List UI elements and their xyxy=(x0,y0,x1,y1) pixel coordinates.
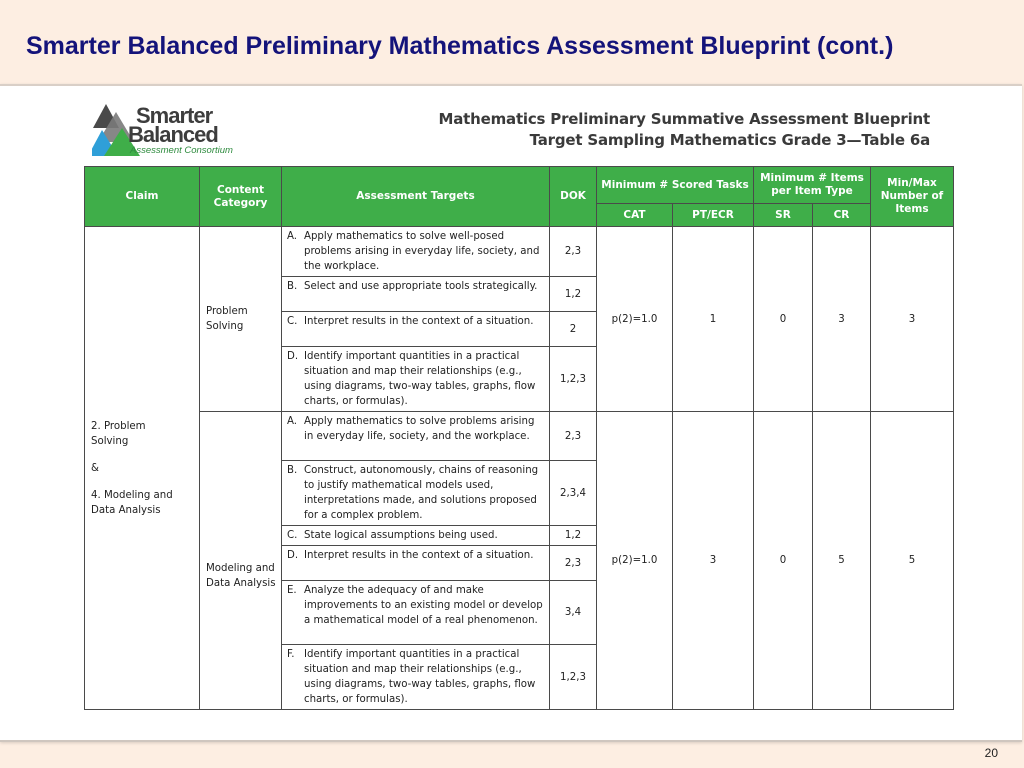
page-number: 20 xyxy=(984,746,998,760)
target-letter: F. xyxy=(287,649,295,660)
dok-value: 1,2 xyxy=(550,526,597,546)
sr-value: 0 xyxy=(754,227,813,412)
target-letter: C. xyxy=(287,530,298,541)
dok-value: 3,4 xyxy=(550,581,597,645)
dok-value: 2,3 xyxy=(550,227,597,277)
target-letter: E. xyxy=(287,585,297,596)
logo-word-balanced: Balanced xyxy=(128,122,218,147)
header-min-max-items: Min/Max Number of Items xyxy=(871,167,954,227)
logo-subtitle: Assessment Consortium xyxy=(130,145,233,156)
header-dok: DOK xyxy=(550,167,597,227)
target-row xyxy=(282,546,550,581)
target-row xyxy=(282,412,550,461)
slide-title: Smarter Balanced Preliminary Mathematics Assessment Blueprint (cont.) xyxy=(26,32,894,60)
target-letter: A. xyxy=(287,416,298,427)
target-text: Interpret results in the context of a situation. xyxy=(304,316,534,327)
target-row xyxy=(282,526,550,546)
cat-value: p(2)=1.0 xyxy=(597,412,673,710)
target-letter: D. xyxy=(287,351,299,362)
blueprint-table xyxy=(84,166,954,710)
header-min-scored-tasks: Minimum # Scored Tasks xyxy=(597,167,754,204)
document-title-line1: Mathematics Preliminary Summative Assessment Blueprint xyxy=(438,110,930,128)
target-row xyxy=(282,277,550,312)
header-content-category: Content Category xyxy=(200,167,282,227)
header-cr: CR xyxy=(813,204,871,227)
header-claim: Claim xyxy=(85,167,200,227)
claim-line1: 2. Problem Solving xyxy=(91,420,146,447)
cr-value: 3 xyxy=(813,227,871,412)
sr-value: 0 xyxy=(754,412,813,710)
content-category-modeling: Modeling and Data Analysis xyxy=(200,412,282,710)
smarter-balanced-logo xyxy=(92,102,262,156)
target-text: Interpret results in the context of a situation. xyxy=(304,550,534,561)
dok-value: 1,2,3 xyxy=(550,645,597,710)
dok-value: 1,2,3 xyxy=(550,347,597,412)
target-letter: D. xyxy=(287,550,299,561)
target-row xyxy=(282,347,550,412)
dok-value: 2,3 xyxy=(550,546,597,581)
target-text: Select and use appropriate tools strategically. xyxy=(304,281,538,292)
target-letter: B. xyxy=(287,465,298,476)
target-text: Identify important quantities in a practical situation and map their relationships (e.g., using diagrams, two-way tables, graphs, flow charts, or formulas). xyxy=(304,649,536,705)
target-text: Analyze the adequacy of and make improvements to an existing model or develop a mathematical model of a real phenomenon. xyxy=(304,585,543,626)
dok-value: 1,2 xyxy=(550,277,597,312)
cat-value: p(2)=1.0 xyxy=(597,227,673,412)
target-row xyxy=(282,581,550,645)
target-letter: B. xyxy=(287,281,298,292)
header-pt-ecr: PT/ECR xyxy=(673,204,754,227)
header-min-items-per-type: Minimum # Items per Item Type xyxy=(754,167,871,204)
logo-word-smarter: Smarter xyxy=(136,103,213,128)
target-text: Apply mathematics to solve well-posed problems arising in everyday life, society, and the workplace. xyxy=(304,231,540,272)
claim-cell xyxy=(85,227,200,710)
target-text: State logical assumptions being used. xyxy=(304,530,498,541)
target-row xyxy=(282,645,550,710)
document-title-line2: Target Sampling Mathematics Grade 3—Table 6a xyxy=(529,131,930,149)
header-cat: CAT xyxy=(597,204,673,227)
min-max-value: 5 xyxy=(871,412,954,710)
target-row xyxy=(282,312,550,347)
claim-line3: 4. Modeling and Data Analysis xyxy=(91,489,173,516)
header-assessment-targets: Assessment Targets xyxy=(282,167,550,227)
min-max-value: 3 xyxy=(871,227,954,412)
claim-line2: & xyxy=(91,462,99,474)
dok-value: 2 xyxy=(550,312,597,347)
target-letter: A. xyxy=(287,231,298,242)
target-row xyxy=(282,227,550,277)
cr-value: 5 xyxy=(813,412,871,710)
content-category-problem-solving: Problem Solving xyxy=(200,227,282,412)
header-sr: SR xyxy=(754,204,813,227)
pt-ecr-value: 1 xyxy=(673,227,754,412)
target-text: Identify important quantities in a practical situation and map their relationships (e.g., using diagrams, two-way tables, graphs, flow charts, or formulas). xyxy=(304,351,536,407)
dok-value: 2,3 xyxy=(550,412,597,461)
pt-ecr-value: 3 xyxy=(673,412,754,710)
target-text: Construct, autonomously, chains of reasoning to justify mathematical models used, interpretations made, and solutions proposed for a complex problem. xyxy=(304,465,539,521)
target-row xyxy=(282,461,550,526)
dok-value: 2,3,4 xyxy=(550,461,597,526)
target-text: Apply mathematics to solve problems arising in everyday life, society, and the workplace. xyxy=(304,416,535,442)
document-title xyxy=(439,109,930,151)
target-letter: C. xyxy=(287,316,298,327)
